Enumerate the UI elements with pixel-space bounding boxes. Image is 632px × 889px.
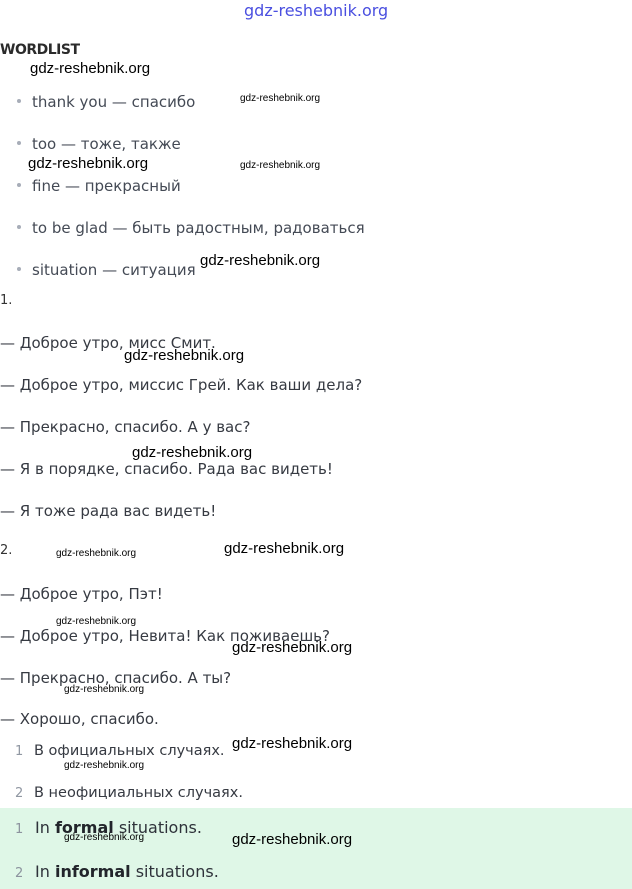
dialog-line: — Я в порядке, спасибо. Рада вас видеть! [0, 460, 333, 478]
answer-ru: 1 В официальных случаях. [15, 743, 225, 759]
watermark: gdz-reshebnik.org [240, 160, 321, 171]
watermark: gdz-reshebnik.org [28, 155, 149, 172]
wordlist-item: too — тоже, также [17, 135, 181, 153]
top-watermark: gdz-reshebnik.org [244, 1, 389, 20]
watermark: gdz-reshebnik.org [232, 735, 353, 752]
watermark: gdz-reshebnik.org [132, 444, 253, 461]
watermark: gdz-reshebnik.org [224, 540, 345, 557]
dialog-line: — Прекрасно, спасибо. А ты? [0, 669, 232, 687]
watermark: gdz-reshebnik.org [56, 616, 137, 627]
watermark: gdz-reshebnik.org [240, 93, 321, 104]
wordlist-title: WORDLIST [0, 42, 80, 58]
watermark: gdz-reshebnik.org [30, 60, 151, 77]
bullet-icon [17, 141, 21, 145]
bullet-icon [17, 183, 21, 187]
watermark: gdz-reshebnik.org [124, 347, 245, 364]
watermark: gdz-reshebnik.org [200, 252, 321, 269]
answer-ru: 2 В неофициальных случаях. [15, 785, 243, 801]
answer-en: 2 In informal situations. [15, 862, 219, 881]
watermark: gdz-reshebnik.org [232, 639, 353, 656]
dialog-line: — Доброе утро, Невита! Как поживаешь? [0, 627, 330, 645]
watermark: gdz-reshebnik.org [64, 760, 145, 771]
bullet-icon [17, 225, 21, 229]
dialog-line: — Я тоже рада вас видеть! [0, 502, 217, 520]
dialog-line: — Доброе утро, мисс Смит. [0, 334, 216, 352]
watermark: gdz-reshebnik.org [64, 684, 145, 695]
wordlist-item: to be glad — быть радостным, радоваться [17, 219, 365, 237]
dialog-number: 2. [0, 543, 13, 558]
answer-en: 1 In formal situations. [15, 818, 202, 837]
wordlist-item: situation — ситуация [17, 261, 196, 279]
wordlist-item: fine — прекрасный [17, 177, 181, 195]
watermark: gdz-reshebnik.org [232, 831, 353, 848]
watermark: gdz-reshebnik.org [64, 832, 145, 843]
dialog-line: — Доброе утро, миссис Грей. Как ваши дела? [0, 376, 363, 394]
bullet-icon [17, 99, 21, 103]
dialog-line: — Прекрасно, спасибо. А у вас? [0, 418, 251, 436]
bullet-icon [17, 267, 21, 271]
dialog-line: — Доброе утро, Пэт! [0, 585, 163, 603]
watermark: gdz-reshebnik.org [56, 548, 137, 559]
dialog-number: 1. [0, 293, 13, 308]
wordlist-item: thank you — спасибо [17, 93, 195, 111]
dialog-line: — Хорошо, спасибо. [0, 710, 159, 728]
